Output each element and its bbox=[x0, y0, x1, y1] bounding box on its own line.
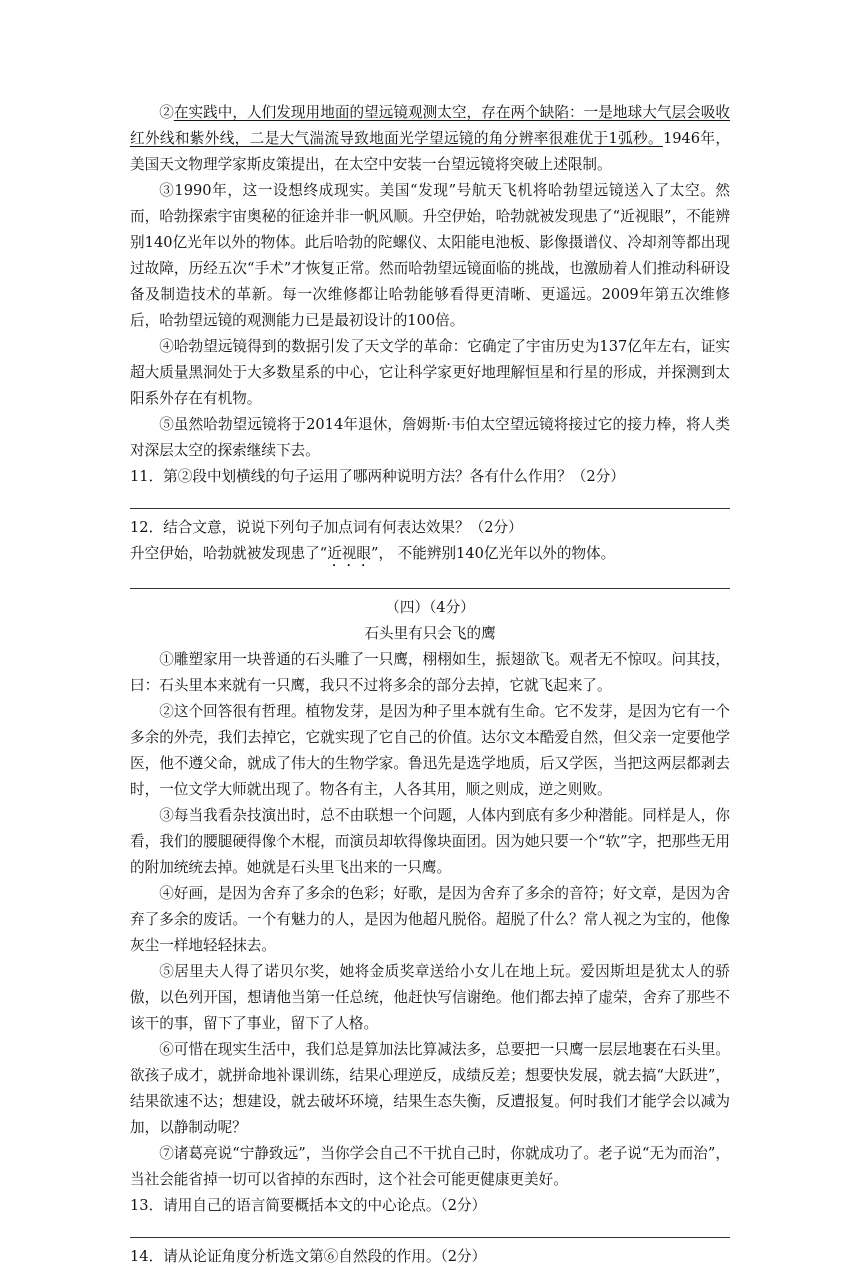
article-paragraph-5: ⑤居里夫人得了诺贝尔奖，她将金质奖章送给小女儿在地上玩。爱因斯坦是犹太人的骄傲，以色列开国，想请他当第一任总统，他赶快写信谢绝。他们都去掉了虚荣，舍弃了那些不该干的事，留下了事业，留下了人格。 bbox=[130, 963, 730, 1032]
article-paragraph-6: ⑥可惜在现实生活中，我们总是算加法比算减法多，总要把一只鹰一层层地裹在石头里。欲孩子成才，就拼命地补课训练，结果心理逆反，成绩反差；想要快发展，就去搞“大跃进”，结果欲速不达；想建设，就去破坏环境，结果生态失衡，反遭报复。何时我们才能学会以减为加，以静制动呢？ bbox=[130, 1041, 730, 1136]
article-paragraph-4: ④好画，是因为舍弃了多余的色彩；好歌，是因为舍弃了多余的音符；好文章，是因为舍弃了多余的废话。一个有魅力的人，是因为他超凡脱俗。超脱了什么？常人视之为宝的，他像灰尘一样地轻轻抹去。 bbox=[130, 885, 730, 954]
article-paragraph-2: ②这个回答很有哲理。植物发芽，是因为种子里本就有生命。它不发芽，是因为它有一个多余的外壳，我们去掉它，它就实现了它自己的价值。达尔文本酷爱自然，但父亲一定要他学医，他不遵父命，就成了伟大的生物学家。鲁迅先是选学地质，后又学医，当把这两层都剥去时，一位文学大师就出现了。物各有主，人各其用，顺之则成，逆之则败。 bbox=[130, 703, 730, 798]
question-11: 11．第②段中划横线的句子运用了哪两种说明方法？各有什么作用？（2分） bbox=[130, 468, 625, 485]
sentence-suffix: ， 不能辨别140亿光年以外的物体。 bbox=[378, 545, 616, 562]
paragraph-5: ⑤虽然哈勃望远镜将于2014年退休，詹姆斯·韦伯太空望远镜将接过它的接力棒，将人类对深层太空的探索继续下去。 bbox=[130, 416, 730, 459]
paragraph-2-rest: 1946年，美国天文物理学家斯皮策提出，在太空中安装一台望远镜将突破上述限制。 bbox=[130, 130, 730, 173]
paragraph-2 bbox=[130, 100, 730, 178]
section-heading: （四）（4分） bbox=[385, 599, 475, 616]
question-13: 13．请用自己的语言简要概括本文的中心论点。（2分） bbox=[130, 1197, 487, 1214]
question-14: 14．请从论证角度分析选文第⑥自然段的作用。（2分） bbox=[130, 1248, 487, 1265]
question-12: 12．结合文意，说说下列句子加点词有何表达效果？（2分） bbox=[130, 519, 523, 536]
paragraph-3: ③1990年，这一设想终成现实。美国“发现”号航天飞机将哈勃望远镜送入了太空。然而，哈勃探索宇宙奥秘的征途并非一帆风顺。升空伊始，哈勃就被发现患了“近视眼”，不能辨别140亿光年以外的物体。此后哈勃的陀螺仪、太阳能电池板、影像摄谱仪、冷却剂等都出现过故障，历经五次“手术”才恢复正常。然而哈勃望远镜面临的挑战，也激励着人们推动科研设备及制造技术的革新。每一次维修都让哈勃能够看得更清晰、更遥远。2009年第五次维修后，哈勃望远镜的观测能力已是最初设计的100倍。 bbox=[130, 182, 730, 329]
question-12-sentence bbox=[130, 541, 730, 570]
article-paragraph-3: ③每当我看杂技演出时，总不由联想一个问题，人体内到底有多少种潜能。同样是人，你看，我们的腰腿硬得像个木棍，而演员却软得像块面团。因为她只要一个“软”字，把那些无用的附加统统去掉。她就是石头里飞出来的一只鹰。 bbox=[130, 807, 730, 876]
paragraph-4: ④哈勃望远镜得到的数据引发了天文学的革命：它确定了宇宙历史为137亿年左右，证实超大质量黑洞处于大多数星系的中心，它让科学家更好地理解恒星和行星的形成，并探测到太阳系外存在有机物。 bbox=[130, 338, 730, 407]
underlined-sentence: 在实践中，人们发现用地面的望远镜观测太空，存在两个缺陷：一是地球大气层会吸收红外线和紫外线，二是大气湍流导致地面光学望远镜的角分辨率很难优于1弧秒。 bbox=[130, 104, 730, 147]
paragraph-marker: ② bbox=[159, 104, 174, 121]
answer-line-11 bbox=[130, 508, 730, 509]
sentence-prefix: 升空伊始，哈勃就被发现患了 bbox=[130, 545, 320, 562]
exam-page bbox=[130, 100, 730, 1270]
answer-line-12 bbox=[130, 588, 730, 589]
dotted-word: “近视眼” bbox=[319, 545, 379, 562]
answer-line-13 bbox=[130, 1237, 730, 1238]
article-title: 石头里有只会飞的鹰 bbox=[364, 625, 496, 642]
article-paragraph-7: ⑦诸葛亮说“宁静致远”，当你学会自己不干扰自己时，你就成功了。老子说“无为而治”，当社会能省掉一切可以省掉的东西时，这个社会可能更健康更美好。 bbox=[130, 1145, 730, 1188]
article-paragraph-1: ①雕塑家用一块普通的石头雕了一只鹰，栩栩如生，振翅欲飞。观者无不惊叹。问其技，曰：石头里本来就有一只鹰，我只不过将多余的部分去掉，它就飞起来了。 bbox=[130, 651, 730, 694]
